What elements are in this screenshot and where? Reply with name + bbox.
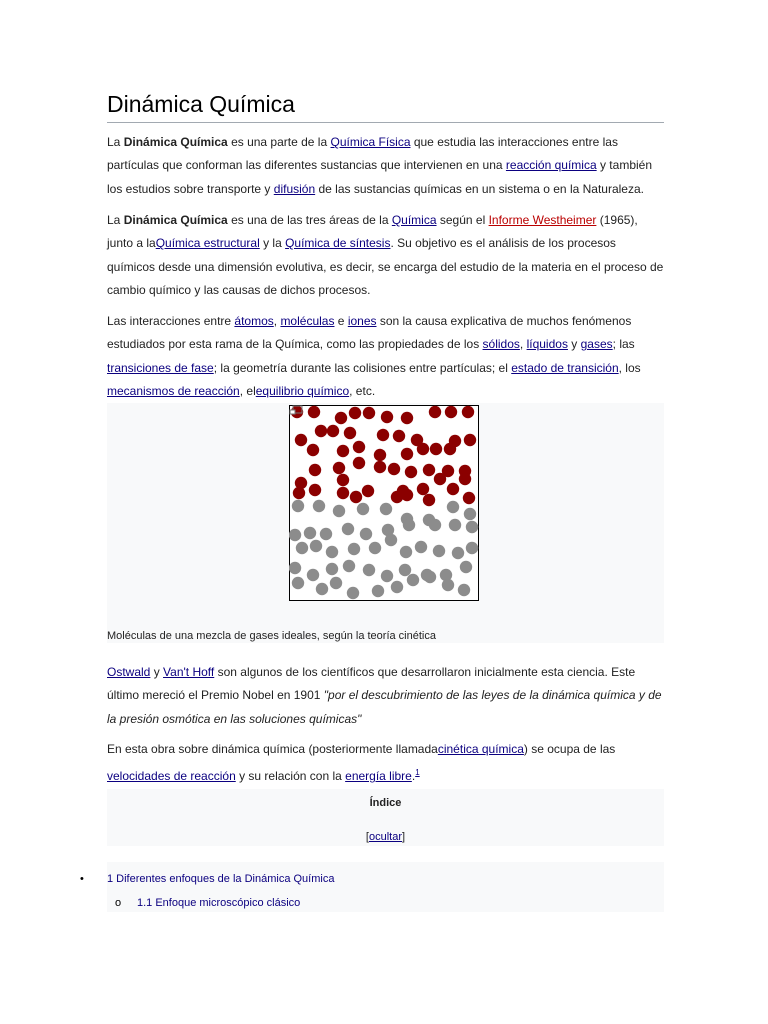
grey-molecule bbox=[369, 542, 381, 554]
text: En esta obra sobre dinámica química (posteriormente llamada bbox=[107, 742, 438, 756]
text: ; la geometría durante las colisiones entre partículas; el bbox=[213, 360, 512, 375]
link-equilibrio-quimico[interactable]: equilibrio químico bbox=[255, 383, 350, 398]
red-molecule bbox=[309, 484, 321, 496]
red-molecule bbox=[430, 443, 442, 455]
figure-gas-mixture bbox=[107, 403, 664, 643]
red-molecule bbox=[393, 430, 405, 442]
text: son la causa explicativa de muchos fenómenos estudiados por esta rama de la Química, como las propiedades de los bbox=[107, 314, 632, 352]
red-molecule bbox=[381, 411, 393, 423]
text: , los bbox=[618, 360, 641, 375]
link-liquidos[interactable]: líquidos bbox=[526, 337, 568, 352]
red-molecule bbox=[377, 429, 389, 441]
text: , el bbox=[239, 383, 256, 398]
text: La bbox=[107, 135, 124, 149]
red-molecule bbox=[401, 412, 413, 424]
grey-molecule bbox=[320, 528, 332, 540]
text: . bbox=[411, 769, 416, 784]
text: ; las bbox=[612, 337, 635, 352]
page-title: Dinámica Química bbox=[107, 90, 664, 123]
link-quimica-fisica[interactable]: Química Física bbox=[330, 135, 411, 149]
toc-list bbox=[80, 862, 664, 912]
toc-title: Índice bbox=[369, 797, 402, 809]
text: de las sustancias químicas en un sistema o en la Naturaleza. bbox=[315, 181, 644, 196]
grey-molecule bbox=[458, 584, 470, 596]
grey-molecule bbox=[415, 541, 427, 553]
text: y la bbox=[259, 236, 286, 251]
link-informe-westheimer[interactable]: Informe Westheimer bbox=[488, 213, 597, 227]
red-molecule bbox=[462, 406, 474, 418]
red-molecule bbox=[444, 443, 456, 455]
red-molecule bbox=[307, 444, 319, 456]
red-molecule bbox=[337, 474, 349, 486]
text: y bbox=[150, 665, 164, 679]
red-molecule bbox=[353, 457, 365, 469]
text: que estudia las interacciones entre las partículas que conforman las diferentes sustancias que intervienen en una bbox=[107, 135, 618, 173]
text: , bbox=[519, 337, 527, 352]
grey-molecule bbox=[424, 571, 436, 583]
link-gases[interactable]: gases bbox=[580, 337, 613, 352]
enlarge-icon[interactable] bbox=[289, 405, 303, 416]
grey-molecule bbox=[452, 547, 464, 559]
red-molecule bbox=[429, 406, 441, 418]
red-molecule bbox=[349, 407, 361, 419]
red-molecule bbox=[434, 473, 446, 485]
red-molecule bbox=[315, 425, 327, 437]
bold-term: Dinámica Química bbox=[123, 135, 228, 149]
grey-molecule bbox=[289, 529, 301, 541]
grey-molecule bbox=[347, 587, 359, 599]
grey-molecule bbox=[342, 523, 354, 535]
grey-molecule bbox=[433, 545, 445, 557]
red-molecule bbox=[463, 492, 475, 504]
red-molecule bbox=[335, 412, 347, 424]
red-molecule bbox=[374, 461, 386, 473]
link-quimica-estructural[interactable]: Química estructural bbox=[155, 236, 260, 251]
grey-molecule bbox=[330, 577, 342, 589]
red-molecule bbox=[344, 427, 356, 439]
red-molecule bbox=[423, 494, 435, 506]
grey-molecule bbox=[466, 542, 478, 554]
red-molecule bbox=[417, 443, 429, 455]
link-solidos[interactable]: sólidos bbox=[482, 337, 520, 352]
red-molecule bbox=[353, 441, 365, 453]
grey-molecule bbox=[442, 579, 454, 591]
grey-molecule bbox=[407, 574, 419, 586]
link-reaccion-quimica[interactable]: reacción química bbox=[505, 158, 597, 173]
text: (1965), junto a la bbox=[107, 213, 638, 251]
link-quimica[interactable]: Química bbox=[391, 213, 437, 227]
red-molecule bbox=[308, 406, 320, 418]
red-molecule bbox=[309, 464, 321, 476]
red-molecule bbox=[337, 445, 349, 457]
link-transiciones-fase[interactable]: transiciones de fase bbox=[107, 360, 214, 375]
toc-toggle bbox=[107, 831, 664, 843]
text: y bbox=[567, 337, 581, 352]
red-molecule bbox=[362, 485, 374, 497]
grey-molecule bbox=[304, 527, 316, 539]
text: . Su objetivo es el análisis de los procesos químicos desde una dimensión evolutiva, es decir, se encarga del estudio de la materia en el proceso de cambio químico y las causas de dichos procesos. bbox=[107, 236, 664, 297]
text: e bbox=[334, 314, 348, 328]
link-estado-transicion[interactable]: estado de transición bbox=[511, 360, 619, 375]
text: es una parte de la bbox=[227, 135, 331, 149]
bullet-icon: o bbox=[115, 897, 122, 909]
link-vant-hoff[interactable]: Van't Hoff bbox=[163, 665, 215, 679]
text: , etc. bbox=[349, 383, 376, 398]
link-velocidades-reaccion[interactable]: velocidades de reacción bbox=[107, 769, 236, 784]
toc-item[interactable]: 1 Diferentes enfoques de la Dinámica Química bbox=[107, 873, 335, 885]
red-molecule bbox=[295, 434, 307, 446]
bullet-icon: • bbox=[80, 873, 84, 885]
paragraph-kinetics bbox=[107, 738, 667, 789]
link-atomos[interactable]: átomos bbox=[234, 314, 274, 328]
red-molecule bbox=[447, 483, 459, 495]
grey-molecule bbox=[310, 540, 322, 552]
text: La bbox=[107, 213, 124, 227]
toc-header bbox=[107, 789, 664, 846]
grey-molecule bbox=[372, 585, 384, 597]
grey-molecule bbox=[292, 500, 304, 512]
red-molecule bbox=[423, 464, 435, 476]
grey-molecule bbox=[357, 503, 369, 515]
text: Las interacciones entre bbox=[107, 314, 235, 328]
text: es una de las tres áreas de la bbox=[227, 213, 392, 227]
red-molecule bbox=[459, 473, 471, 485]
link-quimica-sintesis[interactable]: Química de síntesis bbox=[285, 236, 391, 251]
quote: "por el descubrimiento de las leyes de la dinámica química y de la presión osmótica en las soluciones químicas" bbox=[107, 688, 662, 726]
red-molecule bbox=[350, 491, 362, 503]
grey-molecule bbox=[307, 569, 319, 581]
paragraph-intro bbox=[107, 131, 667, 201]
link-mecanismos-reaccion[interactable]: mecanismos de reacción bbox=[107, 383, 240, 398]
grey-molecule bbox=[400, 546, 412, 558]
grey-molecule bbox=[326, 563, 338, 575]
link-energia-libre[interactable]: energía libre bbox=[345, 769, 412, 784]
paragraph-interactions bbox=[107, 310, 667, 403]
link-iones[interactable]: iones bbox=[347, 314, 377, 328]
grey-molecule bbox=[363, 564, 375, 576]
link-cinetica-quimica[interactable]: cinética química bbox=[437, 742, 524, 756]
link-moleculas[interactable]: moléculas bbox=[280, 314, 335, 328]
red-molecule bbox=[337, 487, 349, 499]
link-difusion[interactable]: difusión bbox=[273, 181, 316, 196]
gas-molecules-image[interactable] bbox=[289, 405, 479, 601]
red-molecule bbox=[401, 489, 413, 501]
toc-item[interactable]: 1.1 Enfoque microscópico clásico bbox=[137, 897, 301, 909]
grey-molecule bbox=[403, 519, 415, 531]
toc-hide-link[interactable]: ocultar bbox=[368, 831, 403, 843]
red-molecule bbox=[363, 407, 375, 419]
text: ) se ocupa de las bbox=[523, 742, 616, 756]
text: y también los estudios sobre transporte y bbox=[107, 158, 652, 196]
grey-molecule bbox=[380, 503, 392, 515]
red-molecule bbox=[417, 483, 429, 495]
grey-molecule bbox=[466, 521, 478, 533]
red-molecule bbox=[327, 425, 339, 437]
figure-caption: Moléculas de una mezcla de gases ideales, según la teoría cinética bbox=[107, 630, 436, 642]
grey-molecule bbox=[343, 560, 355, 572]
grey-molecule bbox=[449, 519, 461, 531]
paragraph-scientists bbox=[107, 661, 667, 731]
grey-molecule bbox=[391, 581, 403, 593]
grey-molecule bbox=[313, 500, 325, 512]
grey-molecule bbox=[381, 570, 393, 582]
bracket: ] bbox=[402, 831, 406, 843]
red-molecule bbox=[374, 449, 386, 461]
text: y su relación con la bbox=[235, 769, 346, 784]
grey-molecule bbox=[348, 543, 360, 555]
grey-molecule bbox=[326, 546, 338, 558]
grey-molecule bbox=[447, 501, 459, 513]
paragraph-areas bbox=[107, 209, 667, 302]
red-molecule bbox=[401, 448, 413, 460]
text: son algunos de los científicos que desarrollaron inicialmente esta ciencia. Este último mereció el Premio Nobel en 1901 bbox=[107, 665, 636, 703]
reference-link[interactable]: 1 bbox=[415, 768, 420, 778]
grey-molecule bbox=[296, 542, 308, 554]
grey-molecule bbox=[289, 562, 301, 574]
text: según el bbox=[436, 213, 489, 227]
grey-molecule bbox=[385, 534, 397, 546]
grey-molecule bbox=[292, 577, 304, 589]
red-molecule bbox=[388, 463, 400, 475]
grey-molecule bbox=[333, 505, 345, 517]
bracket: [ bbox=[365, 831, 369, 843]
bold-term: Dinámica Química bbox=[123, 213, 228, 227]
link-ostwald[interactable]: Ostwald bbox=[107, 665, 151, 679]
text: , bbox=[273, 314, 281, 328]
grey-molecule bbox=[460, 561, 472, 573]
grey-molecule bbox=[399, 564, 411, 576]
grey-molecule bbox=[429, 519, 441, 531]
red-molecule bbox=[333, 462, 345, 474]
grey-molecule bbox=[464, 508, 476, 520]
red-molecule bbox=[464, 434, 476, 446]
red-molecule bbox=[445, 406, 457, 418]
grey-molecule bbox=[360, 528, 372, 540]
red-molecule bbox=[293, 487, 305, 499]
red-molecule bbox=[405, 466, 417, 478]
grey-molecule bbox=[316, 583, 328, 595]
